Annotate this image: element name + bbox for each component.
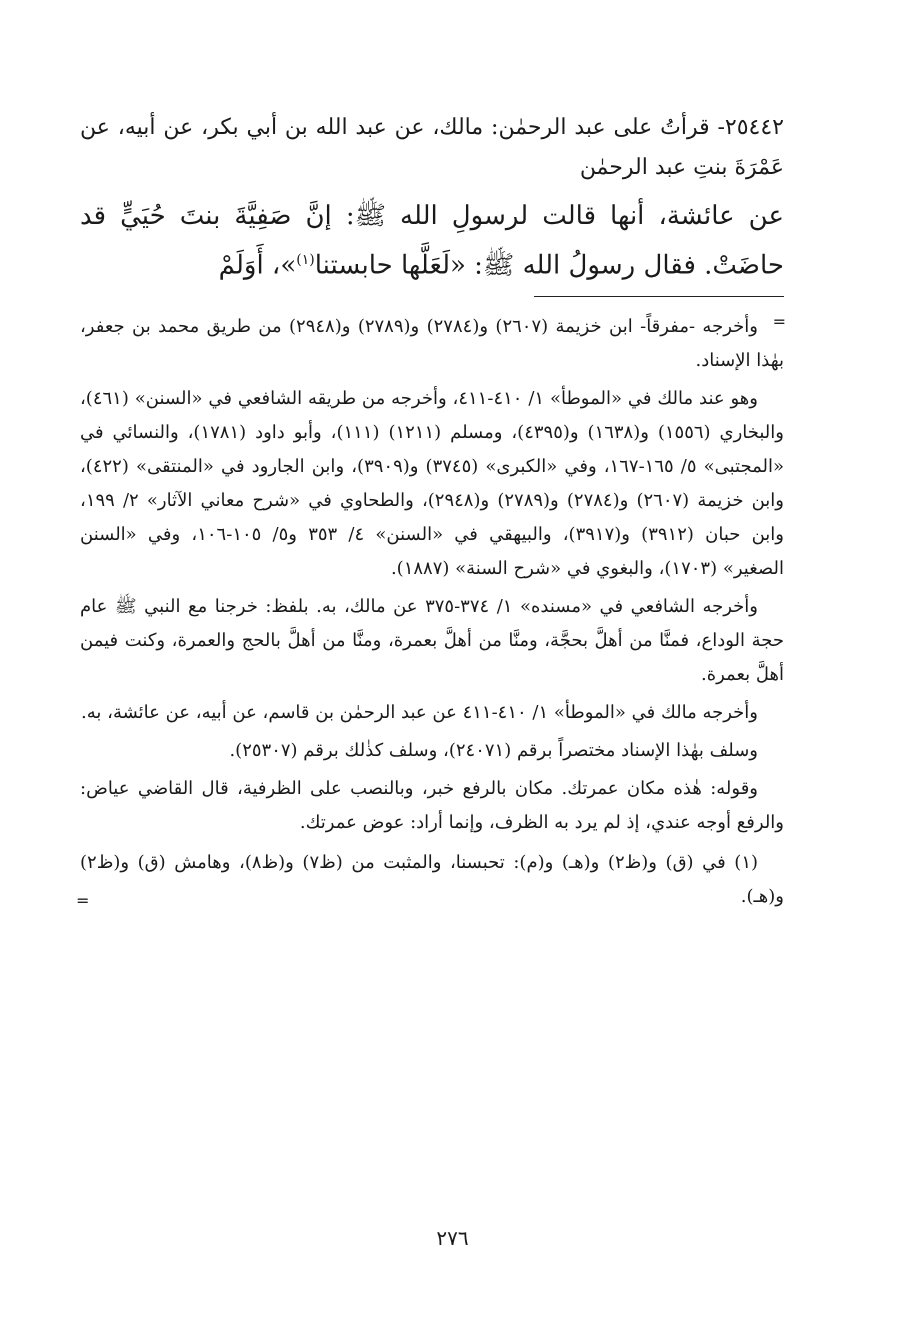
page-content [76,108,786,918]
footnote [76,846,784,914]
note-paragraph-2: وهو عند مالك في «الموطأ» ١/ ٤١٠-٤١١، وأخرجه من طريقه الشافعي في «السنن» (٤٦١)، والبخاري (١٥٥٦) و(١٦٣٨) و(٤٣٩٥)، ومسلم (١٢١١) (١١١)، وأبو داود (١٧٨١)، والنسائي في «المجتبى» ٥/ ١٦٥-١٦٧، وفي «الكبرى» (٣٧٤٥) و(٣٩٠٩)، وابن الجارود في «المنتقى» (٤٢٢)، وابن خزيمة (٢٦٠٧) و(٢٧٨٤) و(٢٧٨٩) و(٢٩٤٨)، والطحاوي في «شرح معاني الآثار» ٢/ ١٩٩، وابن حبان (٣٩١٢) و(٣٩١٧)، والبيهقي في «السنن» ٤/ ٣٥٣ و٥/ ١٠٥-١٠٦، وفي «السنن الصغير» (١٧٠٣)، والبغوي في «شرح السنة» (١٨٨٧). [80,387,784,579]
separator-wrap [80,288,784,310]
continuation-mark: = [772,311,786,331]
note-paragraph-3: وأخرجه الشافعي في «مسنده» ١/ ٣٧٤-٣٧٥ عن مالك، به. بلفظ: خرجنا مع النبي ﷺ عام حجة الوداع، فمنَّا من أهلَّ بحجَّة، ومنَّا من أهلَّ بعمرة، ومنَّا من أهلَّ بالحج والعمرة، وكنت فيمن أهلَّ بعمرة. [80,595,784,685]
note-paragraph-5: وسلف بهٰذا الإسناد مختصراً برقم (٢٤٠٧١)، وسلف كذٰلك برقم (٢٥٣٠٧). [229,739,758,761]
note-paragraph-4: وأخرجه مالك في «الموطأ» ١/ ٤١٠-٤١١ عن عبد الرحمٰن بن قاسم، عن أبيه، عن عائشة، به. [81,701,758,723]
footnote-text: (١) في (ق) و(ظ٢) و(هـ) و(م): تحبسنا، والمثبت من (ظ٧) و(ظ٨)، وهامش (ق) و(ظ٢) و(هـ). [80,851,784,907]
footnote-continues-mark: = [76,890,90,910]
hadith-block [80,108,784,288]
page-number: ٢٧٦ [436,1226,469,1250]
hadith-text-main: عن عائشة، أنها قالت لرسولِ الله ﷺ: إنَّ صَفِيَّةَ بنتَ حُيَيٍّ قد حاضَتْ. فقال رسولُ الله ﷺ: «لَعَلَّها حابستنا [80,201,784,281]
footnote-reference: (١) [296,252,315,268]
footnote-separator [534,296,784,297]
note-paragraph-1: وأخرجه -مفرقاً- ابن خزيمة (٢٦٠٧) و(٢٧٨٤) و(٢٧٨٩) و(٢٩٤٨) من طريق محمد بن جعفر، بهٰذا الإسناد. [80,315,784,371]
hadith-text-tail: »، أَوَلَمْ [218,250,297,281]
commentary-notes [76,310,786,914]
note-paragraph-6: وقوله: هٰذه مكان عمرتك. مكان بالرفع خبر، وبالنصب على الظرفية، قال القاضي عياض: والرفع أوجه عندي، إذ لم يرد به الظرف، وإنما أراد: عوض عمرتك. [80,777,784,833]
hadith-header: ٢٥٤٤٢- قرأتُ على عبد الرحمٰن: مالك، عن عبد الله بن أبي بكر، عن أبيه، عن عَمْرَةَ بنتِ عبد الرحمٰن [80,115,784,180]
hadith-text [80,194,784,288]
continuation-paragraph [80,310,784,378]
